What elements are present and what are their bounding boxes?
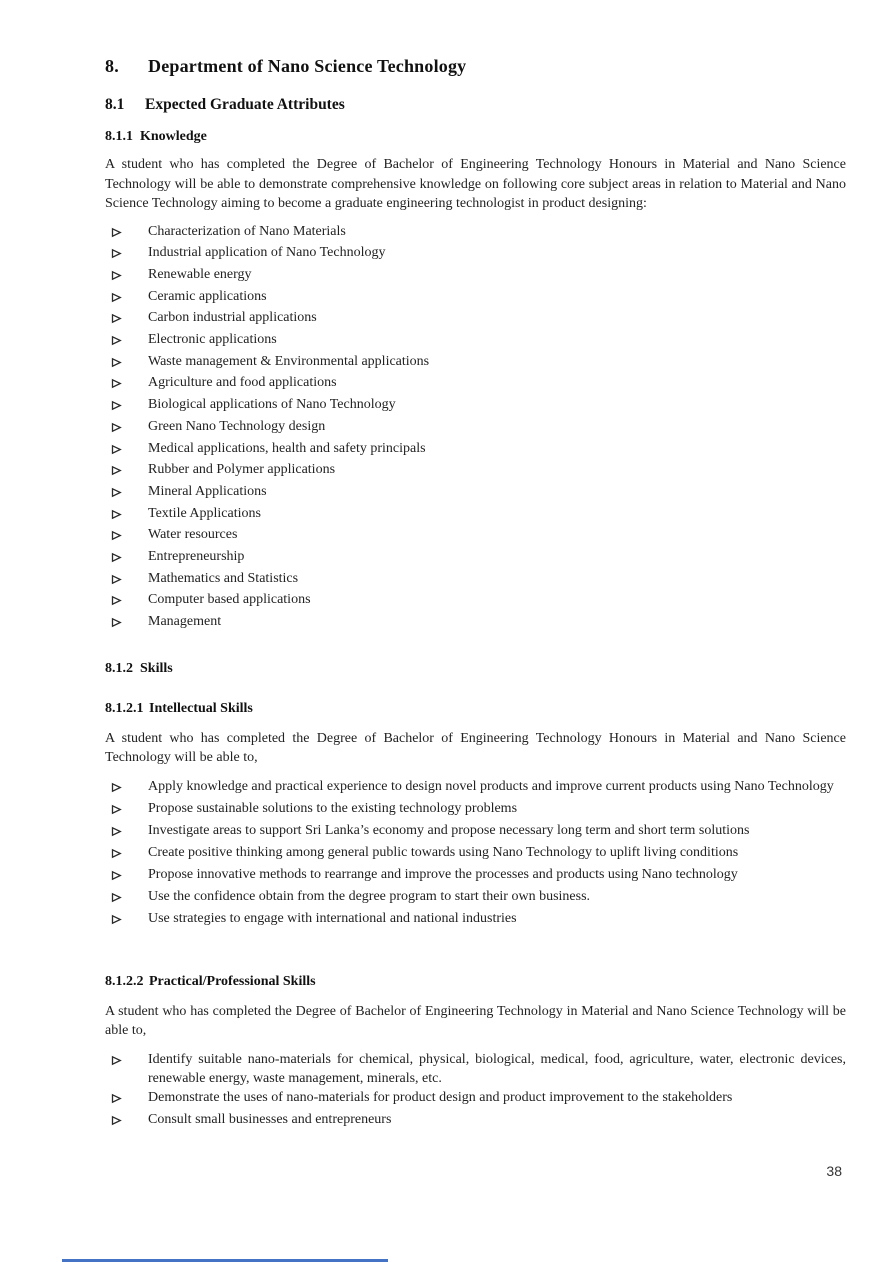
intellectual-skills-list-item bbox=[105, 821, 846, 843]
list-item-text: Carbon industrial applications bbox=[148, 310, 317, 326]
knowledge-intro-paragraph: A student who has completed the Degree of Bachelor of Engineering Technology Honours in Material and Nano Science Technology will be able to demonstrate comprehensive knowledge on following core subject areas in relation to Material and Nano Science Technology aiming to become a graduate engineering technologist in product designing: bbox=[105, 157, 846, 211]
list-item-text: Investigate areas to support Sri Lanka’s economy and propose necessary long term and short term solutions bbox=[148, 822, 750, 838]
knowledge-list-item bbox=[105, 483, 846, 505]
arrowhead-bullet-icon bbox=[105, 309, 148, 331]
subsection-heading-knowledge bbox=[105, 128, 846, 146]
knowledge-list-item bbox=[105, 288, 846, 310]
list-item-text: Demonstrate the uses of nano-materials for product design and product improvement to the stakeholders bbox=[148, 1089, 733, 1105]
subsection-title: Intellectual Skills bbox=[149, 700, 253, 716]
knowledge-list-item bbox=[105, 505, 846, 527]
arrowhead-bullet-icon bbox=[105, 505, 148, 527]
chapter-title: Department of Nano Science Technology bbox=[148, 56, 467, 76]
knowledge-list-item bbox=[105, 440, 846, 462]
arrowhead-bullet-icon bbox=[105, 591, 148, 613]
knowledge-list-item bbox=[105, 223, 846, 245]
subsection-title: Knowledge bbox=[140, 129, 207, 144]
list-item-text: Identify suitable nano-materials for chemical, physical, biological, medical, food, agriculture, water, electronic devices, renewable energy, waste management, minerals, etc. bbox=[148, 1051, 846, 1086]
intellectual-skills-list-item bbox=[105, 887, 846, 909]
knowledge-list-item bbox=[105, 591, 846, 613]
intellectual-skills-list-item bbox=[105, 909, 846, 931]
list-item-text: Entrepreneurship bbox=[148, 549, 245, 565]
subsection-number: 8.1.2.1 bbox=[105, 700, 144, 716]
list-item-text: Green Nano Technology design bbox=[148, 418, 326, 434]
knowledge-list-item bbox=[105, 461, 846, 483]
list-item-text: Rubber and Polymer applications bbox=[148, 462, 336, 478]
chapter-number: 8. bbox=[105, 56, 119, 76]
list-item-text: Apply knowledge and practical experience to design novel products and improve current products using Nano Technology bbox=[148, 778, 834, 794]
arrowhead-bullet-icon bbox=[105, 1088, 148, 1110]
arrowhead-bullet-icon bbox=[105, 909, 148, 931]
intellectual-skills-list-item bbox=[105, 799, 846, 821]
subsection-number: 8.1.2 bbox=[105, 660, 133, 676]
list-item-text: Medical applications, health and safety principals bbox=[148, 440, 426, 456]
subsection-heading-skills bbox=[105, 660, 846, 678]
list-item-text: Consult small businesses and entrepreneurs bbox=[148, 1111, 392, 1127]
subsection-title: Skills bbox=[140, 660, 173, 676]
practical-skills-list-item bbox=[105, 1050, 846, 1088]
subsection-number: 8.1.2.2 bbox=[105, 973, 144, 989]
arrowhead-bullet-icon bbox=[105, 1050, 148, 1088]
practical-skills-list-item bbox=[105, 1088, 846, 1110]
knowledge-list-item bbox=[105, 266, 846, 288]
intellectual-skills-intro-paragraph: A student who has completed the Degree of Bachelor of Engineering Technology Honours in Material and Nano Science Technology will be able to, bbox=[105, 730, 846, 766]
knowledge-list bbox=[105, 223, 846, 635]
intellectual-skills-list-item bbox=[105, 777, 846, 799]
arrowhead-bullet-icon bbox=[105, 266, 148, 288]
list-item-text: Create positive thinking among general public towards using Nano Technology to uplift living conditions bbox=[148, 844, 739, 860]
arrowhead-bullet-icon bbox=[105, 570, 148, 592]
page-number: 38 bbox=[826, 1163, 842, 1179]
list-item-text: Computer based applications bbox=[148, 592, 311, 608]
list-item-text: Water resources bbox=[148, 527, 238, 543]
arrowhead-bullet-icon bbox=[105, 396, 148, 418]
arrowhead-bullet-icon bbox=[105, 887, 148, 909]
arrowhead-bullet-icon bbox=[105, 331, 148, 353]
knowledge-list-item bbox=[105, 331, 846, 353]
arrowhead-bullet-icon bbox=[105, 821, 148, 843]
knowledge-list-item bbox=[105, 526, 846, 548]
subsection-number: 8.1.1 bbox=[105, 129, 133, 144]
section-title: Expected Graduate Attributes bbox=[145, 96, 345, 113]
arrowhead-bullet-icon bbox=[105, 777, 148, 799]
list-item-text: Use strategies to engage with international and national industries bbox=[148, 910, 517, 926]
list-item-text: Mineral Applications bbox=[148, 483, 267, 499]
knowledge-list-item bbox=[105, 309, 846, 331]
list-item-text: Agriculture and food applications bbox=[148, 375, 337, 391]
knowledge-list-item bbox=[105, 548, 846, 570]
arrowhead-bullet-icon bbox=[105, 483, 148, 505]
knowledge-list-item bbox=[105, 418, 846, 440]
knowledge-list-item bbox=[105, 613, 846, 635]
arrowhead-bullet-icon bbox=[105, 223, 148, 245]
list-item-text: Mathematics and Statistics bbox=[148, 570, 299, 586]
list-item-text: Renewable energy bbox=[148, 266, 252, 282]
page-content bbox=[105, 55, 846, 1132]
arrowhead-bullet-icon bbox=[105, 353, 148, 375]
arrowhead-bullet-icon bbox=[105, 244, 148, 266]
arrowhead-bullet-icon bbox=[105, 461, 148, 483]
arrowhead-bullet-icon bbox=[105, 613, 148, 635]
arrowhead-bullet-icon bbox=[105, 548, 148, 570]
knowledge-list-item bbox=[105, 353, 846, 375]
chapter-heading bbox=[105, 55, 846, 77]
list-item-text: Propose innovative methods to rearrange and improve the processes and products using Nano technology bbox=[148, 866, 738, 882]
arrowhead-bullet-icon bbox=[105, 843, 148, 865]
list-item-text: Waste management & Environmental applications bbox=[148, 353, 430, 369]
practical-skills-list bbox=[105, 1050, 846, 1132]
list-item-text: Use the confidence obtain from the degree program to start their own business. bbox=[148, 888, 591, 904]
arrowhead-bullet-icon bbox=[105, 526, 148, 548]
knowledge-list-item bbox=[105, 570, 846, 592]
arrowhead-bullet-icon bbox=[105, 799, 148, 821]
arrowhead-bullet-icon bbox=[105, 440, 148, 462]
list-item-text: Ceramic applications bbox=[148, 288, 267, 304]
arrowhead-bullet-icon bbox=[105, 418, 148, 440]
subsection-title: Practical/Professional Skills bbox=[149, 973, 316, 989]
knowledge-list-item bbox=[105, 374, 846, 396]
arrowhead-bullet-icon bbox=[105, 1110, 148, 1132]
section-heading-graduate-attributes bbox=[105, 95, 846, 115]
list-item-text: Propose sustainable solutions to the existing technology problems bbox=[148, 800, 518, 816]
list-item-text: Industrial application of Nano Technology bbox=[148, 245, 386, 261]
practical-skills-intro-paragraph: A student who has completed the Degree of Bachelor of Engineering Technology in Material and Nano Science Technology will be able to, bbox=[105, 1003, 846, 1039]
arrowhead-bullet-icon bbox=[105, 374, 148, 396]
section-number: 8.1 bbox=[105, 96, 125, 113]
intellectual-skills-list bbox=[105, 777, 846, 931]
list-item-text: Management bbox=[148, 614, 222, 630]
knowledge-list-item bbox=[105, 396, 846, 418]
list-item-text: Electronic applications bbox=[148, 332, 277, 348]
arrowhead-bullet-icon bbox=[105, 865, 148, 887]
knowledge-list-item bbox=[105, 244, 846, 266]
intellectual-skills-list-item bbox=[105, 865, 846, 887]
list-item-text: Characterization of Nano Materials bbox=[148, 223, 346, 239]
practical-skills-list-item bbox=[105, 1110, 846, 1132]
subsection-heading-practical-skills bbox=[105, 973, 846, 991]
list-item-text: Biological applications of Nano Technology bbox=[148, 397, 396, 413]
arrowhead-bullet-icon bbox=[105, 288, 148, 310]
list-item-text: Textile Applications bbox=[148, 505, 261, 521]
subsection-heading-intellectual-skills bbox=[105, 700, 846, 718]
intellectual-skills-list-item bbox=[105, 843, 846, 865]
